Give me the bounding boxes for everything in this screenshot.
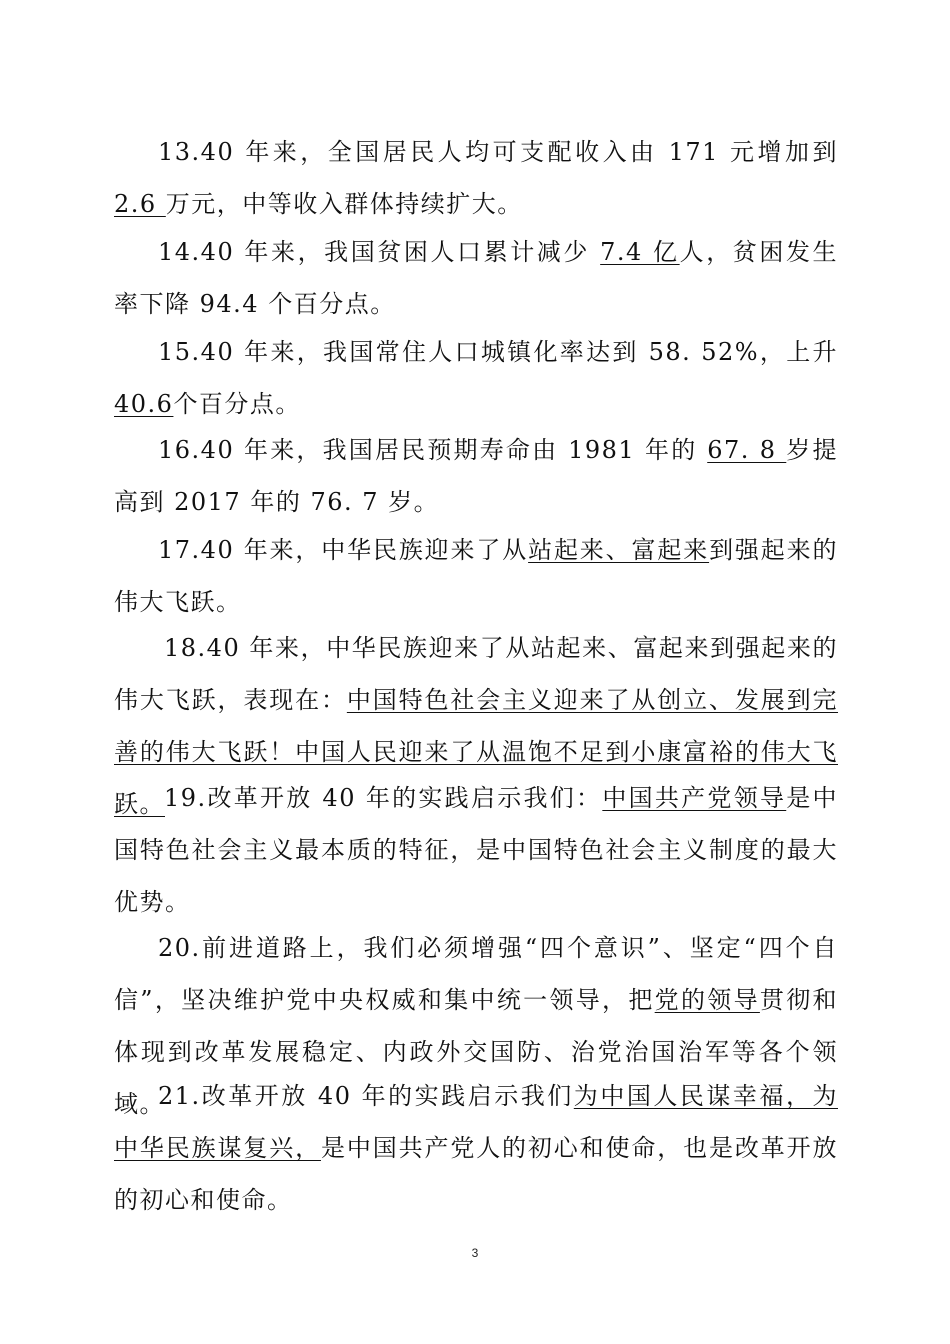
paragraph-18-underlined: 中国特色社会主义迎来了从创立、发展到完善的伟大飞跃！中国人民迎来了从温饱不足到小康富裕的伟大飞跃。	[114, 686, 839, 818]
paragraph-21-underlined: 为中国人民谋幸福，为中华民族谋复兴，	[114, 1082, 838, 1162]
paragraph-21-text-end: 是中国共产党人的初心和使命，也是改革开放的初心和使命。	[114, 1134, 839, 1214]
paragraph-16-text: 16.40 年来，我国居民预期寿命由 1981 年的	[158, 436, 708, 464]
paragraph-13-text-end: 万元，中等收入群体持续扩大。	[165, 190, 523, 218]
paragraph-16-underlined: 67. 8	[707, 436, 787, 464]
paragraph-15	[114, 326, 838, 430]
paragraph-16	[114, 424, 838, 528]
paragraph-13-underlined: 2.6	[114, 190, 166, 218]
paragraph-18-text: 18.40 年来，中华民族迎来了从站起来、富起来到强起来的伟大飞跃，表现在：	[114, 634, 838, 714]
paragraph-17-underlined: 站起来、富起来	[528, 536, 710, 564]
paragraph-21	[114, 1070, 838, 1226]
paragraph-16-text-end: 岁提高到 2017 年的 76. 7 岁。	[114, 436, 838, 516]
paragraph-20-underlined: 党的领导	[654, 986, 760, 1014]
paragraph-17	[114, 524, 838, 628]
paragraph-20-text-end: 贯彻和体现到改革发展稳定、内政外交国防、治党治国治军等各个领域。	[114, 986, 838, 1118]
paragraph-21-text: 21.改革开放 40 年的实践启示我们	[158, 1082, 574, 1110]
paragraph-14-text: 14.40 年来，我国贫困人口累计减少	[158, 238, 601, 266]
paragraph-14	[114, 226, 838, 330]
paragraph-19-text-end: 是中国特色社会主义最本质的特征，是中国特色社会主义制度的最大优势。	[114, 784, 839, 916]
paragraph-15-text: 15.40 年来，我国常住人口城镇化率达到 58. 52%，上升	[158, 338, 838, 366]
paragraph-14-text-end: 人，贫困发生率下降 94.4 个百分点。	[114, 238, 839, 318]
paragraph-13	[114, 126, 838, 230]
paragraph-15-underlined: 40.6	[114, 390, 174, 418]
paragraph-17-text-end: 到强起来的伟大飞跃。	[114, 536, 838, 616]
paragraph-14-underlined: 7.4 亿	[600, 238, 680, 266]
paragraph-19-underlined: 中国共产党领导	[602, 784, 787, 812]
paragraph-15-text-end: 个百分点。	[173, 390, 301, 418]
paragraph-19	[114, 772, 838, 928]
paragraph-19-text: 19.改革开放 40 年的实践启示我们：	[164, 784, 603, 812]
paragraph-17-text: 17.40 年来，中华民族迎来了从	[158, 536, 529, 564]
page-number: 3	[471, 1246, 479, 1260]
paragraph-20-text: 20.前进道路上，我们必须增强“四个意识”、坚定“四个自信”，坚决维护党中央权威和集中统一领导，把	[114, 934, 838, 1014]
paragraph-13-text: 13.40 年来，全国居民人均可支配收入由 171 元增加到	[158, 138, 838, 166]
